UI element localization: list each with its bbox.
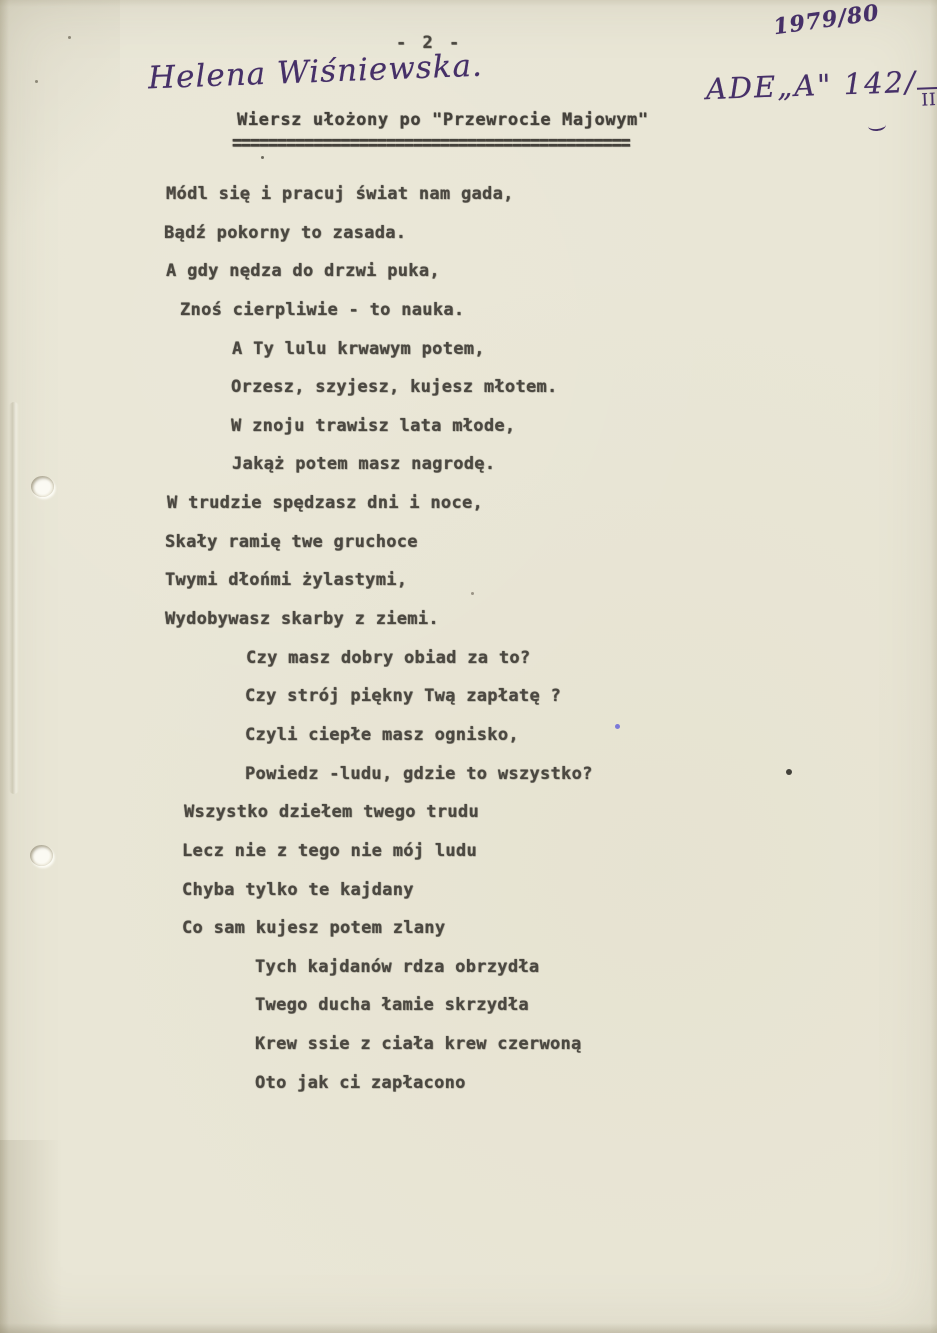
paper-speck bbox=[471, 592, 474, 595]
poem-line: W znoju trawisz lata młode, bbox=[231, 415, 516, 436]
poem-line: Czy strój piękny Twą zapłatę ? bbox=[245, 686, 562, 707]
poem-line: Bądź pokorny to zasada. bbox=[164, 222, 407, 243]
handwritten-year-annotation: 1979/80 bbox=[771, 0, 882, 41]
poem bbox=[0, 175, 937, 1102]
poem-line: Oto jak ci zapłacono bbox=[255, 1072, 466, 1093]
poem-line: Orzesz, szyjesz, kujesz młotem. bbox=[231, 377, 558, 398]
document-title: Wiersz ułożony po "Przewrocie Majowym" bbox=[237, 110, 649, 130]
poem-line: Czy masz dobry obiad za to? bbox=[246, 647, 531, 668]
poem-line: Powiedz -ludu, gdzie to wszystko? bbox=[245, 763, 593, 784]
poem-line: Jakąż potem masz nagrodę. bbox=[232, 454, 496, 475]
punch-hole bbox=[31, 476, 54, 497]
paper-speck bbox=[261, 156, 264, 159]
archive-reference-subscript: II bbox=[917, 87, 937, 111]
paper-speck bbox=[615, 724, 620, 729]
poem-line: Twymi dłońmi żylastymi, bbox=[165, 570, 408, 591]
poem-line: Znoś cierpliwie - to nauka. bbox=[180, 299, 465, 320]
poem-line: Krew ssie z ciała krew czerwoną bbox=[255, 1034, 582, 1055]
punch-hole bbox=[30, 845, 53, 866]
paper-fold-shadow bbox=[0, 1140, 62, 1333]
poem-line: Chyba tylko te kajdany bbox=[182, 879, 414, 900]
poem-line: Wydobywasz skarby z ziemi. bbox=[165, 609, 439, 630]
handwritten-author-name: Helena Wiśniewska. bbox=[147, 47, 484, 97]
paper-speck bbox=[786, 769, 792, 775]
poem-line: A gdy nędza do drzwi puka, bbox=[166, 261, 440, 282]
page-number: - 2 - bbox=[396, 33, 463, 53]
paper-speck bbox=[35, 80, 38, 83]
poem-line: Skały ramię twe gruchoce bbox=[165, 531, 418, 552]
archive-reference bbox=[705, 64, 937, 118]
poem-line: Co sam kujesz potem zlany bbox=[182, 918, 446, 939]
archive-reference-prefix: ADE„A" 142/ bbox=[705, 64, 918, 107]
pen-stroke-hook bbox=[867, 119, 886, 132]
poem-line: Módl się i pracuj świat nam gada, bbox=[166, 184, 514, 204]
poem-line: W trudzie spędzasz dni i noce, bbox=[167, 493, 484, 514]
poem-line: Czyli ciepłe masz ognisko, bbox=[245, 724, 519, 745]
title-underline: ============================================ bbox=[232, 130, 630, 156]
poem-line: Wszystko dziełem twego trudu bbox=[184, 802, 479, 823]
poem-line: A Ty lulu krwawym potem, bbox=[232, 338, 485, 359]
paper-speck bbox=[68, 36, 71, 39]
poem-line: Lecz nie z tego nie mój ludu bbox=[182, 840, 477, 861]
poem-line: Tych kajdanów rdza obrzydła bbox=[255, 956, 540, 977]
poem-line: Twego ducha łamie skrzydła bbox=[255, 995, 529, 1016]
